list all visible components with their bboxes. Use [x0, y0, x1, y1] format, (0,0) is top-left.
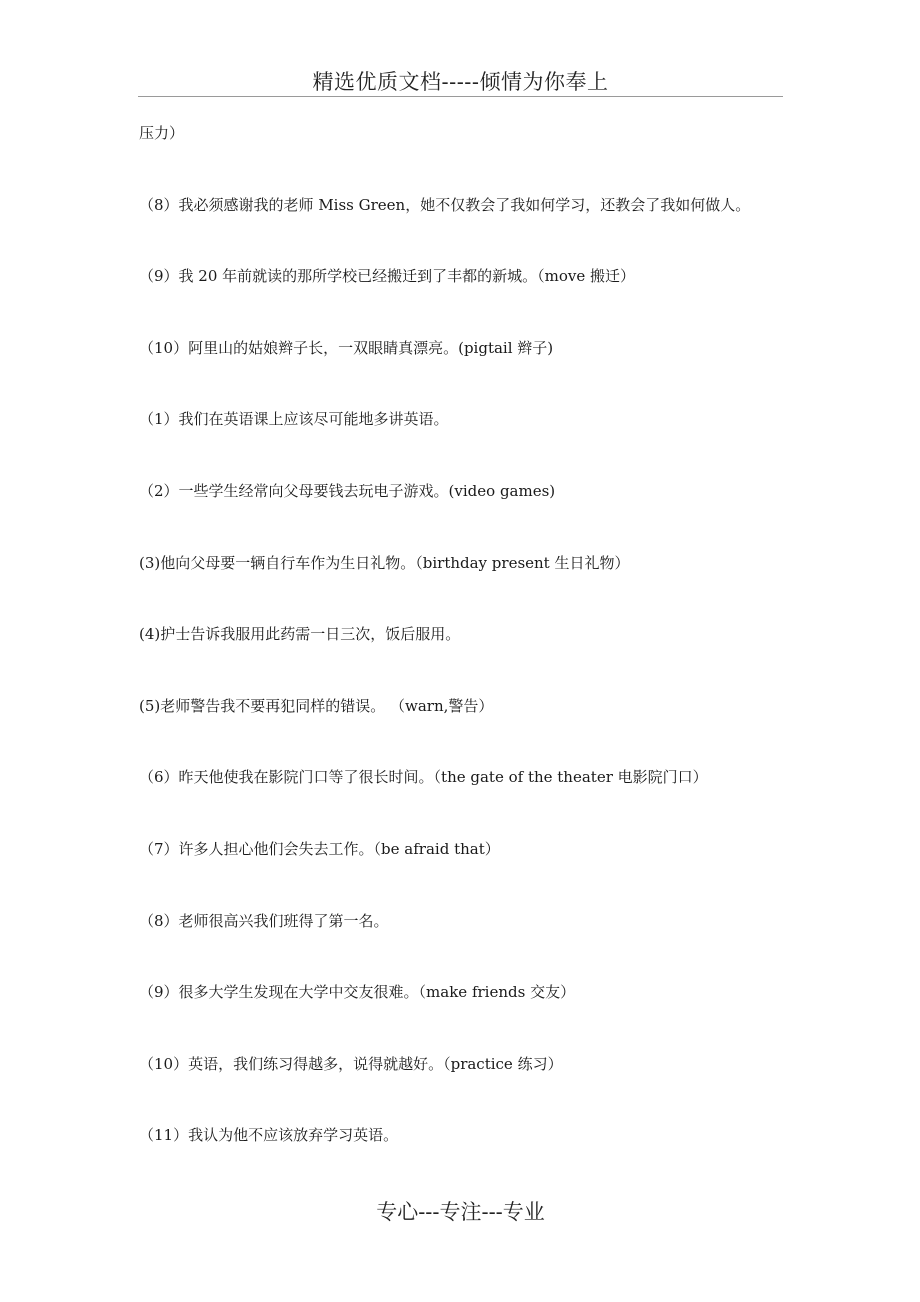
text-line: （6）昨天他使我在影院门口等了很长时间。（the gate of the theater 电影院门口） [139, 768, 708, 787]
text-line: （2）一些学生经常向父母要钱去玩电子游戏。(video games) [139, 481, 556, 500]
text-line: （7）许多人担心他们会失去工作。（be afraid that） [139, 839, 500, 858]
text-line: (5)老师警告我不要再犯同样的错误。 （warn,警告） [139, 696, 494, 715]
text-line: （10）阿里山的姑娘辫子长，一双眼睛真漂亮。(pigtail 辫子) [139, 338, 554, 357]
text-line: （8）我必须感谢我的老师 Miss Green，她不仅教会了我如何学习，还教会了我如何做人。 [139, 195, 751, 214]
page-footer: 专心---专注---专业 [376, 1200, 545, 1224]
page-header-title: 精选优质文档-----倾情为你奉上 [312, 70, 609, 94]
text-line: （9）我 20 年前就读的那所学校已经搬迁到了丰都的新城。（move 搬迁） [139, 267, 636, 286]
text-line: 压力） [139, 124, 185, 142]
text-line: （1）我们在英语课上应该尽可能地多讲英语。 [139, 410, 449, 429]
text-line: (4)护士告诉我服用此药需一日三次，饭后服用。 [139, 625, 461, 644]
header-divider [138, 96, 783, 97]
text-line: （8）老师很高兴我们班得了第一名。 [139, 911, 389, 930]
text-line: （9）很多大学生发现在大学中交友很难。（make friends 交友） [139, 983, 576, 1002]
text-line: (3)他向父母要一辆自行车作为生日礼物。（birthday present 生日礼物） [139, 553, 630, 572]
sentence-list [139, 123, 799, 1197]
text-line: （10）英语，我们练习得越多，说得就越好。（practice 练习） [139, 1054, 563, 1073]
text-line: （11）我认为他不应该放弃学习英语。 [139, 1126, 399, 1145]
